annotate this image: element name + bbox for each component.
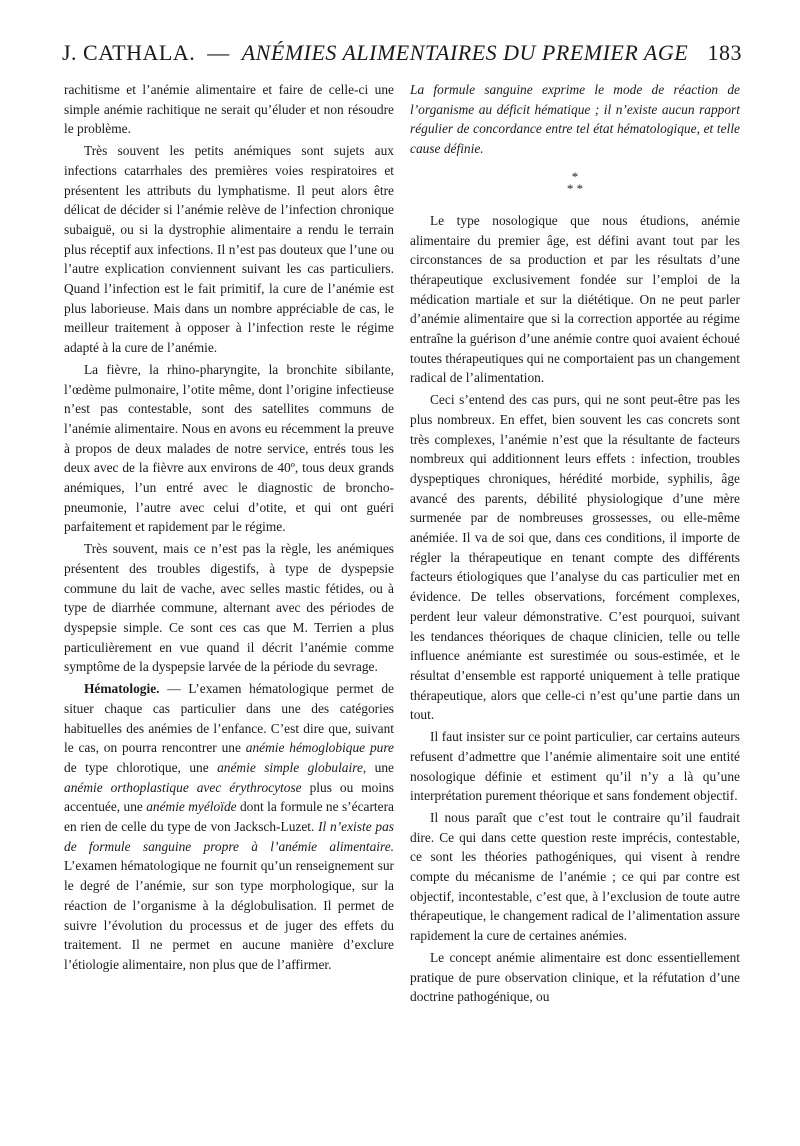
italic-term: anémie orthoplastique avec érythrocytose bbox=[64, 779, 302, 795]
right-paragraph-4: Il faut insister sur ce point particulier, car certains auteurs refusent d’admettre que l’anémie alimentaire soit une entité nosologique définie et estiment qu’il n’y a là qu’une interprétation purement théorique et sans fondement objectif. bbox=[410, 729, 740, 804]
italic-term: anémie myéloïde bbox=[146, 799, 237, 815]
left-column bbox=[64, 80, 394, 975]
header-separator: — bbox=[207, 40, 230, 65]
left-paragraph-3: La fièvre, la rhino-pharyngite, la bronchite sibilante, l’œdème pulmonaire, l’otite même, dont l’origine infectieuse n’est pas contestable, sont des satellites communs de l’anémie alimentaire. Nous en avons eu récemment la preuve à propos de deux malades de notre service, entrés tous les deux avec de la fièvre aux environs de 40º, tous deux grands anémiques, l’un entré avec le diagnostic de broncho-pneumonie, l’autre avec celui d’otite, et qui ont guéri parfaitement et rapidement par le régime. bbox=[64, 361, 394, 535]
page-number: 183 bbox=[707, 40, 742, 65]
running-header bbox=[62, 40, 742, 74]
text-run: dont la formule ne s’écartera en rien de celle du type de von Jacksch-Luzet. bbox=[64, 799, 394, 835]
text-run: L’examen hématologique ne fournit qu’un renseignement sur le degré de l’anémie, sur son type morphologique, sur la réaction de l’organisme à la déglobulisation. Il permet de suivre l’évolution du processus et de juger des effets du traitement. Il ne permet en aucune manière d’exclure l’étiologie alimentaire, non plus que de l’affirmer. bbox=[64, 858, 394, 972]
italic-term: anémie hémoglobique pure bbox=[245, 740, 394, 756]
right-paragraph-5: Il nous paraît que c’est tout le contraire qu’il faudrait dire. Ce qui dans cette question reste imprécis, contestable, ce sont les théories pathogéniques, qui visent à rendre compte du mécanisme de l’anémie ; ce qui par contre est objectif, incontestable, c’est que, à l’exclusion de toute autre thérapeutique, le changement radical de l’alimentation assure rapidement la cure de certaines anémies. bbox=[410, 809, 740, 944]
left-paragraph-5 bbox=[64, 679, 394, 975]
header-title: ANÉMIES ALIMENTAIRES DU PREMIER AGE bbox=[241, 40, 689, 65]
asterism-top: * bbox=[571, 168, 579, 184]
asterism-bottom: * * bbox=[566, 180, 584, 196]
text-run: plus ou moins accentuée, une bbox=[64, 779, 395, 815]
right-column bbox=[410, 80, 740, 1007]
left-paragraph-1: rachitisme et l’anémie alimentaire et faire de celle-ci une simple anémie rachitique ne serait qu’éluder et non résoudre le problème. bbox=[64, 82, 394, 137]
left-paragraph-2: Très souvent les petits anémiques sont sujets aux infections catarrhales des premières voies respiratoires et présentent les attributs du lymphatisme. Il peut alors être délicat de décider si l’anémie relève de l’infection chronique subaiguë, ou si la dystrophie alimentaire a rendu le terrain plus réceptif aux infections. Il n’est pas douteux que l’une ou l’autre explication conviennent suivant les cas particuliers. Quand l’infection est le fait primitif, la cure de l’anémie est plus laborieuse. Mais dans un nombre appréciable de cas, le meilleur traitement à opposer à l’infection reste le régime adapté à la cure de l’anémie. bbox=[64, 143, 394, 356]
text-run: , une bbox=[362, 759, 395, 775]
heading-dash: — bbox=[159, 681, 189, 697]
section-heading-hematologie: Hématologie. bbox=[84, 681, 160, 697]
header-author: J. CATHALA. bbox=[62, 40, 196, 65]
right-paragraph-2: Le type nosologique que nous étudions, anémie alimentaire du premier âge, est défini avant tout par les circonstances de sa production et par les résultats d’une thérapeutique exclusivement fondée sur l’emploi de la médication martiale et sur la diététique. On ne peut parler d’anémie alimentaire que si la correction apportée au régime entraîne la guérison d’une anémie contre quoi avaient échoué toutes thérapeutiques qui ne comportaient pas un changement radical de l’alimentation. bbox=[410, 212, 740, 386]
text-run: L’examen hématologique permet de situer chaque cas particulier dans une des catégories habituelles des anémies de l’enfance. C’est dire que, suivant le cas, on pourra rencontrer une bbox=[64, 681, 394, 756]
right-paragraph-6: Le concept anémie alimentaire est donc essentiellement pratique de pure observation clinique, et la réfutation d’une doctrine pathogénique, ou bbox=[410, 949, 740, 1005]
right-paragraph-italic: La formule sanguine exprime le mode de réaction de l’organisme au déficit hématique ; il n’existe aucun rapport régulier de concordance entre tel état hématologique, et telle cause définie. bbox=[410, 82, 740, 157]
section-break-asterism bbox=[410, 168, 740, 196]
right-paragraph-3: Ceci s’entend des cas purs, qui ne sont peut-être pas les plus nombreux. En effet, bien souvent les cas concrets sont très complexes, l’anémie n’est que la résultante de facteurs nombreux qui additionnent leurs effets : infection, troubles dyspeptiques chroniques, hérédité morbide, syphilis, âge avancé des parents, débilité physiologique d’une mère surmenée par de nombreuses grossesses, ou elle-même anémiée. Il va de soi que, dans ces conditions, il importe de régler la thérapeutique en tenant compte des différents facteurs étiologiques que l’analyse du cas particulier met en évidence. De telles observations, forcément complexes, perdent leur valeur démonstrative. C’est pourquoi, suivant les tendances théoriques de chaque clinicien, telle ou telle influence anémiante est surestimée ou sous-estimée, et le résultat d’ensemble est rapporté uniquement à telle pratique thérapeutique, alors que celle-ci n’est qu’une partie dans un tout. bbox=[410, 392, 740, 723]
left-paragraph-4: Très souvent, mais ce n’est pas la règle, les anémiques présentent des troubles digestifs, à type de dyspepsie commune du lait de vache, avec selles mastic fétides, ou à type de diarrhée commune, alternant avec des périodes de dyspepsie simple. Ce sont ces cas que M. Terrien a plus particulièrement en vue quand il décrit l’anémie comme symptôme de la dyspepsie larvée de la période du sevrage. bbox=[64, 541, 394, 675]
italic-term: anémie simple globulaire bbox=[217, 759, 363, 775]
italic-statement: Il n’existe pas de formule sanguine propre à l’anémie alimentaire. bbox=[64, 819, 394, 854]
text-run: de type chlorotique, une bbox=[64, 759, 218, 775]
